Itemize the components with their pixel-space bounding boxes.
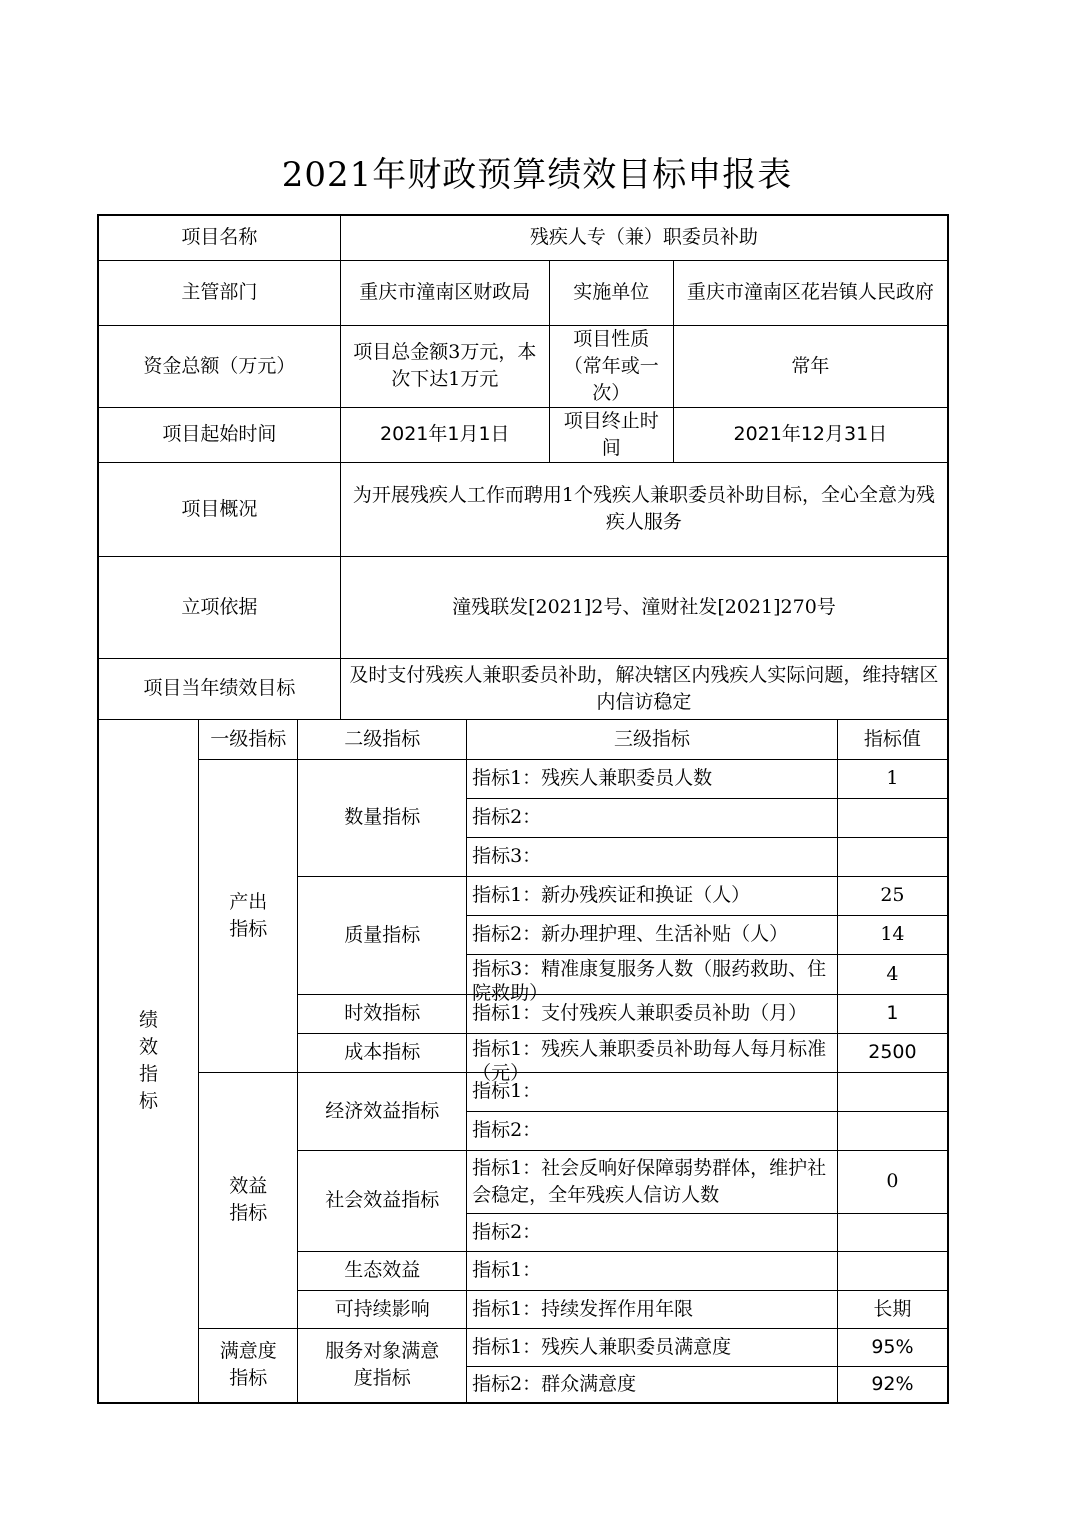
col-value-header: 指标值 xyxy=(837,719,948,759)
end-label: 项目终止时间 xyxy=(549,407,673,462)
cost-indicator-1-value: 2500 xyxy=(837,1033,948,1072)
col-level1-text: 一级指标 xyxy=(210,727,287,750)
service-satisfaction-label xyxy=(298,1328,467,1403)
quantity-indicator-1-value: 1 xyxy=(837,759,948,798)
economic-indicator-2-value xyxy=(837,1111,948,1150)
quality-indicator-1: 指标1：新办残疾证和换证（人） xyxy=(467,876,838,915)
col-level3-header: 三级指标 xyxy=(467,719,838,759)
basis-label: 立项依据 xyxy=(98,556,340,658)
performance-indicators-label: 绩效指标 xyxy=(138,1008,158,1112)
benefit-label-text: 效益指标 xyxy=(229,1175,268,1224)
quality-indicator-2-value: 14 xyxy=(837,915,948,954)
quantity-indicator-3-value xyxy=(837,837,948,876)
sustainable-impact-label: 可持续影响 xyxy=(298,1290,467,1328)
satisfaction-indicator-1: 指标1：残疾人兼职委员满意度 xyxy=(467,1328,838,1366)
overview-label: 项目概况 xyxy=(98,462,340,556)
social-indicator-1-value: 0 xyxy=(837,1150,948,1213)
start-value: 2021年1月1日 xyxy=(340,407,549,462)
project-name-value: 残疾人专（兼）职委员补助 xyxy=(340,215,948,260)
service-satisfaction-text: 服务对象满意度指标 xyxy=(325,1340,440,1390)
end-value: 2021年12月31日 xyxy=(673,407,948,462)
quantity-indicator-3: 指标3： xyxy=(467,837,838,876)
economic-indicator-2: 指标2： xyxy=(467,1111,838,1150)
satisfaction-label-text: 满意度指标 xyxy=(219,1340,277,1390)
nature-value: 常年 xyxy=(673,325,948,407)
quality-indicator-3-value: 4 xyxy=(837,954,948,994)
quality-indicator-3 xyxy=(467,954,838,1004)
goal-label: 项目当年绩效目标 xyxy=(98,658,340,719)
satisfaction-indicator-label xyxy=(199,1328,298,1403)
dept-value: 重庆市潼南区财政局 xyxy=(340,260,549,325)
basis-value: 潼残联发[2021]2号、潼财社发[2021]270号 xyxy=(340,556,948,658)
benefit-indicator-label xyxy=(199,1072,298,1328)
economic-indicator-1-value xyxy=(837,1072,948,1111)
time-indicator-1-value: 1 xyxy=(837,994,948,1033)
project-name-label: 项目名称 xyxy=(98,215,340,260)
unit-value: 重庆市潼南区花岩镇人民政府 xyxy=(673,260,948,325)
sustainable-indicator-1-value: 长期 xyxy=(837,1290,948,1328)
satisfaction-indicator-2: 指标2：群众满意度 xyxy=(467,1366,838,1403)
social-indicator-2-value xyxy=(837,1213,948,1251)
social-indicator-1: 指标1：社会反响好保障弱势群体，维护社会稳定，全年残疾人信访人数 xyxy=(467,1150,838,1213)
output-label-text: 产出指标 xyxy=(229,890,268,940)
budget-form-table xyxy=(97,214,949,1404)
quantity-indicator-2-value xyxy=(837,798,948,837)
ecological-benefit-label: 生态效益 xyxy=(298,1251,467,1290)
economic-indicator-1: 指标1： xyxy=(467,1072,838,1111)
economic-benefit-label: 经济效益指标 xyxy=(298,1072,467,1150)
satisfaction-indicator-1-value: 95% xyxy=(837,1328,948,1366)
goal-value: 及时支付残疾人兼职委员补助，解决辖区内残疾人实际问题，维持辖区内信访稳定 xyxy=(340,658,948,719)
fund-label: 资金总额（万元） xyxy=(98,325,340,407)
quality-indicator-3-text: 指标3：精准康复服务人数（服药救助、住院救助） xyxy=(472,958,827,1004)
cost-indicator-1-text: 指标1：残疾人兼职委员补助每人每月标准（元） xyxy=(472,1037,827,1084)
social-indicator-2: 指标2： xyxy=(467,1213,838,1251)
quantity-indicator-label: 数量指标 xyxy=(298,759,467,876)
dept-label: 主管部门 xyxy=(98,260,340,325)
time-indicator-1: 指标1：支付残疾人兼职委员补助（月） xyxy=(467,994,838,1033)
cost-indicator-1 xyxy=(467,1033,838,1084)
quantity-indicator-2: 指标2： xyxy=(467,798,838,837)
col-level2-header: 二级指标 xyxy=(298,719,467,759)
nature-label: 项目性质（常年或一次） xyxy=(549,325,673,407)
unit-label: 实施单位 xyxy=(549,260,673,325)
section-label-cell xyxy=(98,719,199,1403)
sustainable-indicator-1: 指标1：持续发挥作用年限 xyxy=(467,1290,838,1328)
quantity-indicator-1: 指标1：残疾人兼职委员人数 xyxy=(467,759,838,798)
social-benefit-label: 社会效益指标 xyxy=(298,1150,467,1251)
time-indicator-label: 时效指标 xyxy=(298,994,467,1033)
quality-indicator-2: 指标2：新办理护理、生活补贴（人） xyxy=(467,915,838,954)
ecological-indicator-1-value xyxy=(837,1251,948,1290)
overview-value: 为开展残疾人工作而聘用1个残疾人兼职委员补助目标，全心全意为残疾人服务 xyxy=(340,462,948,556)
quality-indicator-1-value: 25 xyxy=(837,876,948,915)
col-level1-header xyxy=(199,719,298,759)
quality-indicator-label: 质量指标 xyxy=(298,876,467,994)
output-indicator-label xyxy=(199,759,298,1072)
page-title: 2021年财政预算绩效目标申报表 xyxy=(281,155,793,195)
ecological-indicator-1: 指标1： xyxy=(467,1251,838,1290)
fund-value: 项目总金额3万元，本次下达1万元 xyxy=(340,325,549,407)
cost-indicator-label: 成本指标 xyxy=(298,1033,467,1072)
start-label: 项目起始时间 xyxy=(98,407,340,462)
satisfaction-indicator-2-value: 92% xyxy=(837,1366,948,1403)
